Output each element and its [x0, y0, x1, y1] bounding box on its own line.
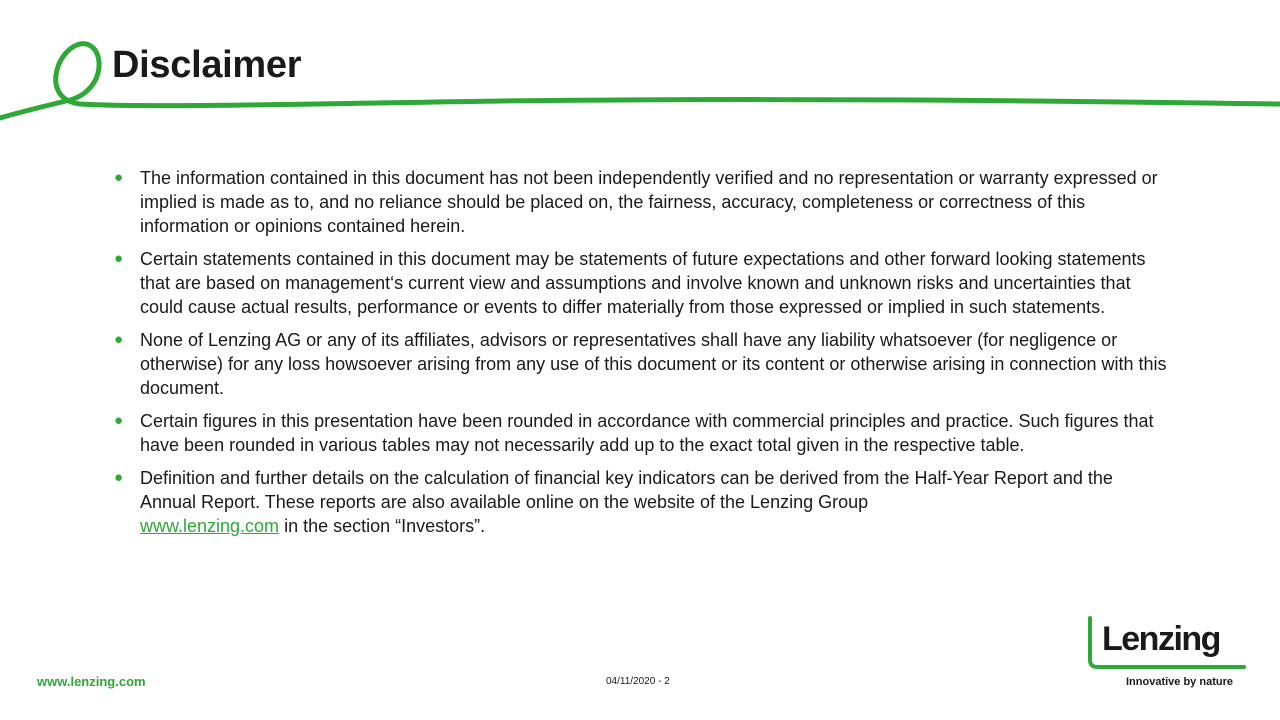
disclaimer-list: [112, 166, 1172, 547]
lenzing-website-link[interactable]: www.lenzing.com: [140, 516, 280, 536]
slide-title: Disclaimer: [112, 44, 302, 86]
disclaimer-item: [112, 166, 1172, 238]
bullet-icon: ●: [114, 250, 124, 267]
bullet-icon: ●: [114, 469, 124, 486]
disclaimer-item: [112, 409, 1172, 457]
disclaimer-text: None of Lenzing AG or any of its affiliates, advisors or representatives shall have any liability whatsoever (for negligence or otherwise) for any loss howsoever arising from any use of this document or its content or otherwise arising in connection with this document.: [140, 330, 1167, 398]
logo-wordmark: Lenzing: [1102, 620, 1220, 658]
disclaimer-text-suffix: in the section “Investors”.: [279, 516, 486, 536]
disclaimer-text: Certain statements contained in this document may be statements of future expectations and other forward looking statements that are based on management‘s current view and assumptions and involve known and unknown risks and uncertainties that could cause actual results, performance or events to differ materially from those expressed or implied in such statements.: [140, 249, 1146, 317]
bullet-icon: ●: [114, 169, 124, 186]
disclaimer-item: [112, 247, 1172, 319]
disclaimer-text: The information contained in this document has not been independently verified and no representation or warranty expressed or implied is made as to, and no reliance should be placed on, the fairness, accuracy, completeness or correctness of this information or opinions contained herein.: [140, 168, 1158, 236]
disclaimer-item: [112, 466, 1172, 538]
disclaimer-text: Certain figures in this presentation have been rounded in accordance with commercial principles and practice. Such figures that have been rounded in various tables may not necessarily add up to the exact total given in the respective table.: [140, 411, 1154, 455]
disclaimer-item: [112, 328, 1172, 400]
footer-website-url[interactable]: www.lenzing.com: [37, 674, 146, 689]
bullet-icon: ●: [114, 412, 124, 429]
bullet-icon: ●: [114, 331, 124, 348]
logo-tagline: Innovative by nature: [1126, 676, 1233, 688]
footer-date-page: 04/11/2020 - 2: [606, 676, 670, 687]
lenzing-logo: [1082, 612, 1252, 672]
disclaimer-text: Definition and further details on the calculation of financial key indicators can be derived from the Half-Year Report and the Annual Report. These reports are also available online on the website of the Lenzing Group: [140, 468, 1113, 512]
